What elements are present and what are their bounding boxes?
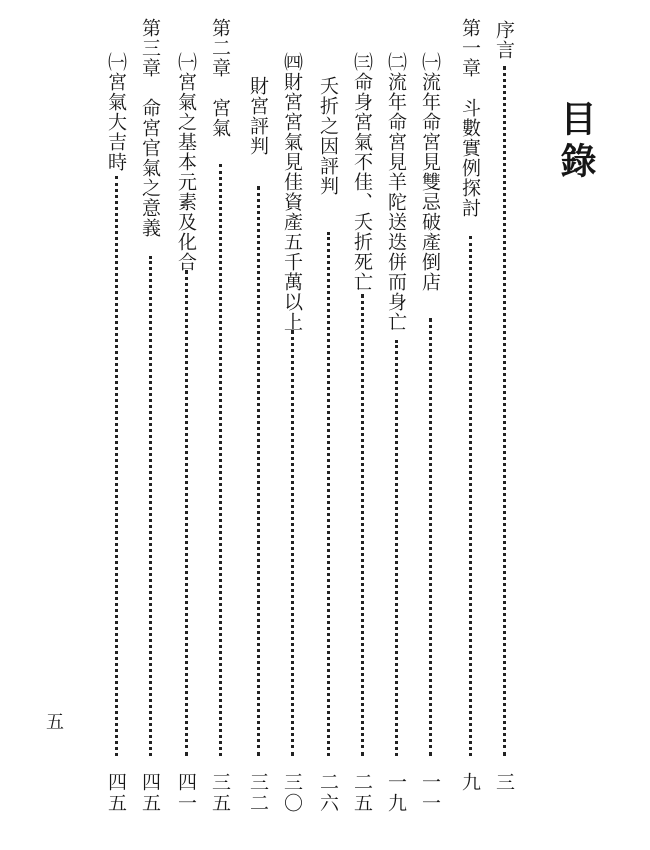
page-number: 四一: [175, 772, 197, 814]
toc-entry-2-1[interactable]: [174, 52, 198, 272]
entry-title: ㈣財宮宮氣見佳資產五千萬以上: [281, 52, 303, 332]
toc-entry-chapter-1[interactable]: [458, 18, 482, 218]
page-number: 三: [493, 772, 515, 793]
leader-dots: [469, 236, 475, 756]
leader-dots: [503, 66, 509, 756]
entry-title: 第三章 命宮官氣之意義: [139, 18, 161, 238]
page-number: 二五: [351, 772, 373, 814]
toc-entry-early-death[interactable]: [316, 76, 340, 196]
toc-entry-3-1[interactable]: [104, 52, 128, 172]
entry-title: ㈡流年命宮見羊陀送迭併而身亡: [385, 52, 407, 332]
leader-dots: [185, 270, 191, 756]
heading-text: 目錄: [555, 100, 597, 184]
entry-title: 序言: [493, 20, 515, 60]
page-number: 三五: [209, 772, 231, 814]
page-number: 九: [459, 772, 481, 793]
toc-entry-1-4[interactable]: [280, 52, 304, 332]
entry-title: 財宮評判: [247, 76, 269, 156]
entry-title: 夭折之因評判: [317, 76, 339, 196]
leader-dots: [257, 186, 263, 756]
entry-title: ㈠宮氣之基本元素及化合: [175, 52, 197, 272]
page-number: 一九: [385, 772, 407, 814]
page-number: 三二: [247, 772, 269, 814]
toc-entry-wealth-judgement[interactable]: [246, 76, 270, 156]
leader-dots: [395, 340, 401, 756]
toc-entry-1-2[interactable]: [384, 52, 408, 332]
page-number: 二六: [317, 772, 339, 814]
toc-entry-chapter-3[interactable]: [138, 18, 162, 238]
leader-dots: [219, 164, 225, 756]
toc-entry-1-1[interactable]: [418, 52, 442, 292]
entry-title: ㈠宮氣大吉時: [105, 52, 127, 172]
folio-page-number: 五: [43, 712, 64, 730]
toc-entry-chapter-2[interactable]: [208, 18, 232, 138]
leader-dots: [327, 232, 333, 756]
toc-entry-preface[interactable]: [492, 20, 516, 60]
entry-title: ㈢命身宮氣不佳、夭折死亡: [351, 52, 373, 292]
entry-title: 第二章 宮氣: [209, 18, 231, 138]
page-number: 三〇: [281, 772, 303, 814]
toc-entry-1-3[interactable]: [350, 52, 374, 292]
page-number: 四五: [105, 772, 127, 814]
leader-dots: [361, 294, 367, 756]
entry-title: 第一章 斗數實例探討: [459, 18, 481, 218]
leader-dots: [149, 256, 155, 756]
leader-dots: [115, 176, 121, 756]
page-number: 一一: [419, 772, 441, 814]
leader-dots: [429, 318, 435, 756]
toc-heading: [555, 100, 597, 184]
entry-title: ㈠流年命宮見雙忌破產倒店: [419, 52, 441, 292]
leader-dots: [291, 330, 297, 756]
page-number: 四五: [139, 772, 161, 814]
